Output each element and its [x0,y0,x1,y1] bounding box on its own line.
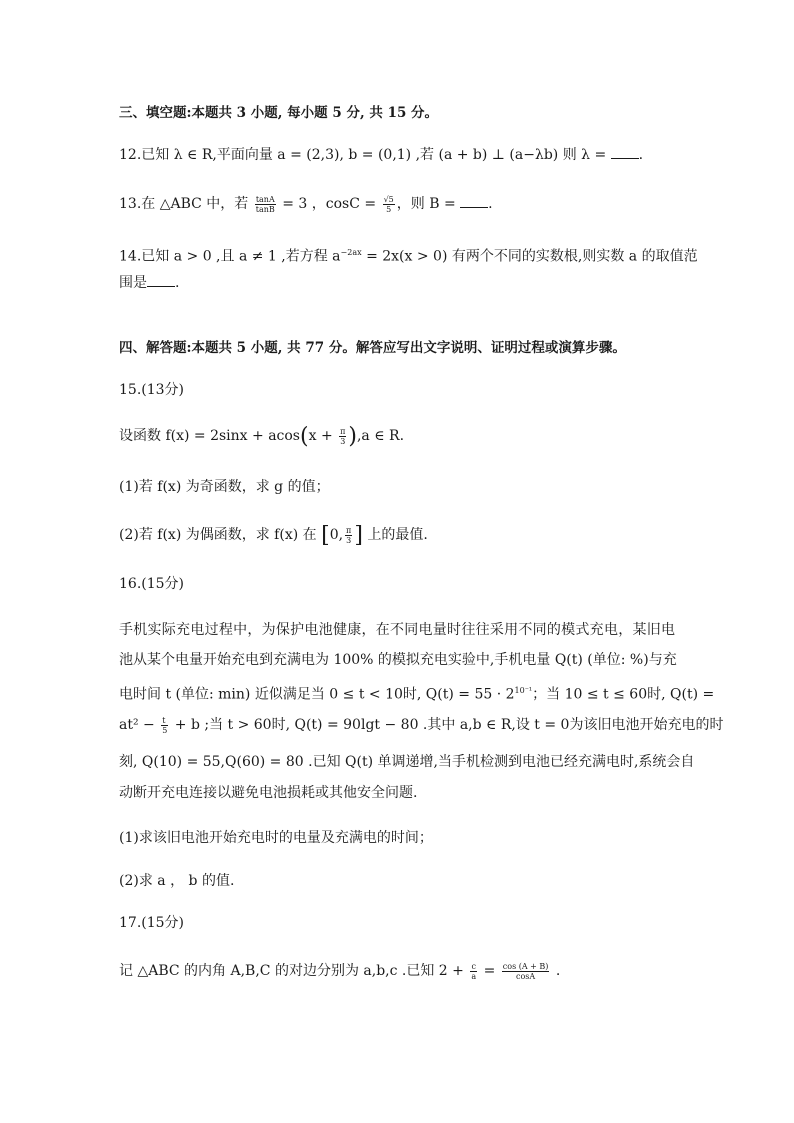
question-16-sub-2: (2)求 a ， b 的值. [119,873,235,889]
bracket-open: [ [321,523,330,548]
question-17-stem [119,961,560,981]
question-15-sub-1: (1)若 f(x) 为奇函数，求 g 的值； [119,479,330,495]
question-13 [119,194,493,214]
q15-text: (2)若 f(x) 为偶函数，求 f(x) 在 [119,527,322,543]
fraction-denominator: 3 [340,436,346,446]
q13-text-end: . [488,196,493,212]
q14-exponent: −2ax [340,248,362,257]
q12-text: 12.已知 λ ∈ R,平面向量 a = (2,3), b = (0,1) ,若 (a + b) ⊥ (a−λb) 则 λ = [119,147,611,163]
fraction-denominator: cosA [515,971,536,981]
q16-exponent: 10⁻¹ [514,686,533,695]
question-15-stem [119,426,404,447]
fraction-denominator: tanB [255,204,275,214]
fraction-numerator: cos (A + B) [502,961,549,971]
fraction-sqrt5 [383,195,395,214]
q13-text: 13.在 △ABC 中，若 [119,196,253,212]
fraction-c-a [470,962,477,981]
fraction-pi-3 [345,526,352,545]
question-16-sub-1: (1)求该旧电池开始充电时的电量及充满电的时间； [119,830,433,846]
fraction-denominator: 5 [386,204,392,214]
q14-text: 14.已知 a > 0 ,且 a ≠ 1 ,若方程 a [119,248,341,265]
fraction-pi-3 [339,427,346,446]
question-16-line-4 [119,715,724,735]
fraction-denominator: 3 [346,535,352,545]
q14-text-end: . [175,275,180,291]
q15-text: ,a ∈ R. [356,428,405,444]
answer-blank [611,145,639,159]
q15-text: 上的最值. [362,527,428,543]
q13-text: ，则 B = [396,196,461,212]
fraction-numerator: π [346,525,352,535]
question-14-line-1 [119,243,698,267]
question-16-line-1: 手机实际充电过程中，为保护电池健康，在不同电量时往往采用不同的模式充电，某旧电 [119,622,675,638]
question-16-line-5: 刻, Q(10) = 55,Q(60) = 80 .已知 Q(t) 单调递增,当手机检测到电池已经充满电时,系统会自 [119,754,695,770]
q17-text: = [479,963,500,979]
question-14-line-2 [119,273,179,293]
q14-text: = 2x(x > 0) 有两个不同的实数根,则实数 a 的取值范 [361,248,698,265]
question-16-line-6: 动断开充电连接以避免电池损耗或其他安全问题. [119,785,418,801]
question-16-line-3 [119,681,715,705]
q16-text: + b ;当 t > 60时, Q(t) = 90lgt − 80 .其中 a,b ∈ R,设 t = 0为该旧电池开始充电的时 [170,717,724,733]
question-16-line-2: 池从某个电量开始充电到充满电为 100% 的模拟充电实验中,手机电量 Q(t) (单位: %)与充 [119,652,677,668]
paren-open: ( [300,424,309,449]
bracket-close: ] [354,523,363,548]
answer-blank [460,194,488,208]
q13-text: = 3 ，cosC = [277,196,381,212]
fraction-numerator: π [340,426,346,436]
question-12 [119,145,643,165]
fraction-denominator: 5 [162,725,168,735]
q12-text-end: . [638,147,644,163]
fraction-denominator: a [471,971,477,981]
fraction-cos [502,962,550,981]
q16-text: at² − [119,717,160,733]
paren-close: ) [348,424,357,449]
fraction-numerator: c [471,961,476,971]
fraction-t-5 [161,716,168,735]
q17-text: 记 △ABC 的内角 A,B,C 的对边分别为 a,b,c .已知 2 + [119,963,469,979]
question-15-sub-2 [119,525,428,546]
q15-text: x + [308,428,338,444]
fraction-numerator: t [161,716,168,726]
fraction-numerator: √5 [383,194,394,204]
question-15-title: 15.(13分) [119,382,185,398]
q14-text: 围是 [119,275,147,291]
question-17-title: 17.(15分) [119,915,185,931]
q16-text: 电时间 t (单位: min) 近似满足当 0 ≤ t < 10时, Q(t) = 55 · 2 [119,686,515,703]
q15-text: 设函数 f(x) = 2sinx + acos [119,428,300,444]
q17-text: . [551,963,561,979]
answer-blank [147,273,175,287]
section-heading-fill-blank: 三、填空题:本题共 3 小题, 每小题 5 分, 共 15 分。 [119,105,439,121]
question-16-title: 16.(15分) [119,576,185,592]
q16-text: ；当 10 ≤ t ≤ 60时, Q(t) = [532,686,715,703]
section-heading-solution: 四、解答题:本题共 5 小题, 共 77 分。解答应写出文字说明、证明过程或演算步骤。 [119,340,626,356]
q15-text: 0, [329,527,344,543]
fraction-tan [255,195,276,214]
fraction-numerator: tanA [255,194,275,204]
